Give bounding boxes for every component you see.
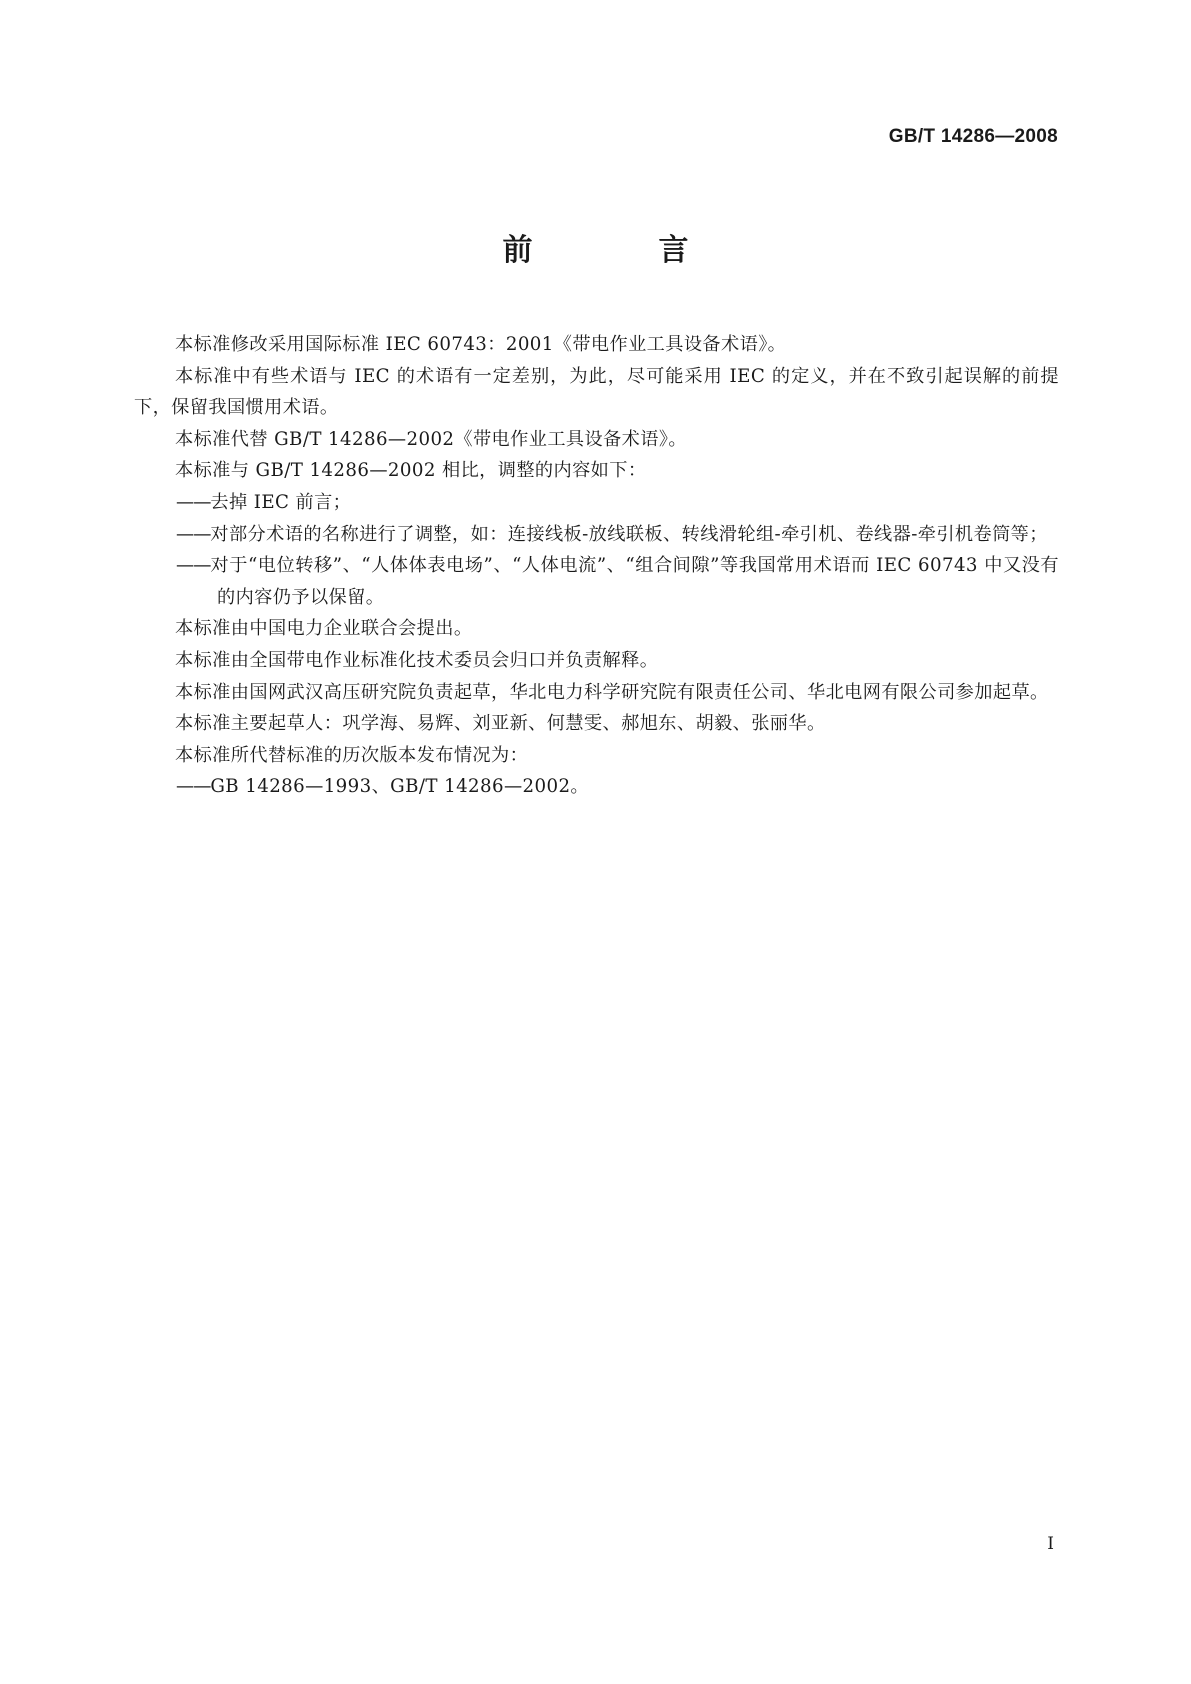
paragraph-terminology-difference: 本标准中有些术语与 IEC 的术语有一定差别，为此，尽可能采用 IEC 的定义，并在不致引起误解的前提下，保留我国惯用术语。 xyxy=(134,365,1059,419)
paragraph-changes-intro: 本标准与 GB/T 14286—2002 相比，调整的内容如下： xyxy=(175,460,647,482)
dash-mark: —— xyxy=(176,523,211,545)
history-item xyxy=(134,771,1059,803)
change-item-text: 对于“电位转移”、“人体体表电场”、“人体电流”、“组合间隙”等我国常用术语而 IEC 60743 中又没有的内容仍予以保留。 xyxy=(210,555,1059,608)
page-title: 前 言 xyxy=(502,233,737,268)
paragraph-history-intro: 本标准所代替标准的历次版本发布情况为： xyxy=(175,744,529,766)
document-code: GB/T 14286—2008 xyxy=(888,126,1058,147)
paragraph-proposed-by: 本标准由中国电力企业联合会提出。 xyxy=(175,618,473,640)
dash-mark: —— xyxy=(176,776,211,798)
dash-mark: —— xyxy=(176,555,211,577)
change-item xyxy=(134,519,1059,551)
preface-body xyxy=(134,329,1059,803)
dash-mark: —— xyxy=(176,491,211,513)
change-item xyxy=(134,550,1059,613)
paragraph-adoption: 本标准修改采用国际标准 IEC 60743：2001《带电作业工具设备术语》。 xyxy=(175,334,787,355)
paragraph-responsible-committee: 本标准由全国带电作业标准化技术委员会归口并负责解释。 xyxy=(175,649,659,671)
paragraph-drafters: 本标准主要起草人：巩学海、易辉、刘亚新、何慧雯、郝旭东、胡毅、张丽华。 xyxy=(175,713,826,735)
paragraph-replaces: 本标准代替 GB/T 14286—2002《带电作业工具设备术语》。 xyxy=(175,428,687,450)
change-item-text: 对部分术语的名称进行了调整，如：连接线板-放线联板、转线滑轮组-牵引机、卷线器-牵引机卷筒等； xyxy=(210,523,1048,545)
change-item xyxy=(134,487,1059,519)
change-item-text: 去掉 IEC 前言； xyxy=(210,491,352,513)
page-number: I xyxy=(1047,1534,1054,1554)
paragraph-drafting-units: 本标准由国网武汉高压研究院负责起草，华北电力科学研究院有限责任公司、华北电网有限公司参加起草。 xyxy=(175,681,1049,703)
history-item-text: GB 14286—1993、GB/T 14286—2002。 xyxy=(210,776,590,798)
